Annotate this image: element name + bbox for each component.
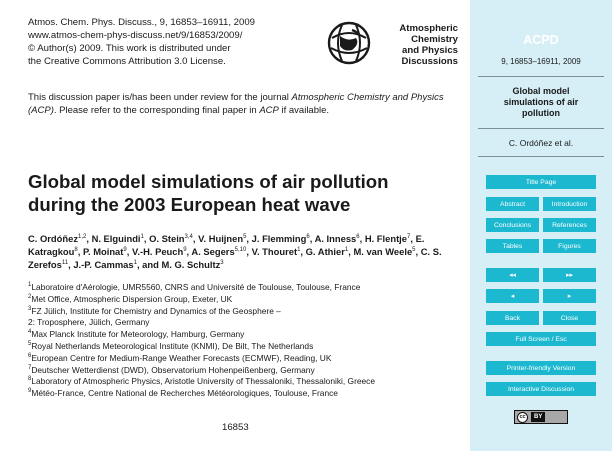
logo-wordmark <box>370 24 458 68</box>
author-name: C. S. Zerefos <box>28 246 442 271</box>
author-separator: , <box>77 246 83 258</box>
full-screen-button[interactable]: Full Screen / Esc <box>486 332 596 346</box>
author-separator: , <box>359 233 365 244</box>
author-affiliation-mark: 1 <box>297 247 301 254</box>
affiliation-text: Deutscher Wetterdienst (DWD), Observatorium Hohenpeißenberg, Germany <box>31 364 315 375</box>
author-separator: , <box>415 246 421 258</box>
affiliation-item <box>28 365 468 377</box>
first-page-button[interactable]: ◂◂ <box>486 268 539 282</box>
author-affiliation-mark: 6 <box>356 233 360 240</box>
figures-button[interactable]: Figures <box>543 239 596 253</box>
affiliation-text: Royal Netherlands Meteorological Institute (KNMI), De Bilt, The Netherlands <box>31 340 314 351</box>
author-separator: , <box>192 233 199 244</box>
notice-text: This discussion paper is/has been under review for the journal <box>28 92 292 103</box>
author-name: V.-H. Peuch <box>131 246 184 258</box>
next-page-button[interactable]: ▸ <box>543 289 596 303</box>
author-name: V. Huijnen <box>198 233 244 244</box>
affiliation-item <box>28 341 468 353</box>
affiliation-number: 5 <box>28 341 32 348</box>
affiliation-number: 1 <box>28 282 32 289</box>
author-affiliation-mark: 5 <box>243 233 247 240</box>
divider <box>478 76 604 77</box>
author-affiliation-mark: 1 <box>140 233 144 240</box>
author-separator: , <box>68 259 74 271</box>
affiliation-number: 8 <box>28 376 32 383</box>
title-page-button[interactable]: Title Page <box>486 175 596 189</box>
affiliation-item <box>28 329 468 341</box>
author-separator: , <box>246 246 252 258</box>
notice-text: if available. <box>278 104 330 116</box>
author-affiliation-mark: 5 <box>412 247 416 254</box>
affiliation-text: Météo-France, Centre National de Recherches Météorologiques, Toulouse, France <box>31 388 338 399</box>
affiliation-number: 4 <box>28 329 32 336</box>
interactive-discussion-button[interactable]: Interactive Discussion <box>486 382 596 396</box>
author-name: E. Katragkou <box>28 233 425 258</box>
author-separator: , <box>86 233 92 244</box>
affiliation-item <box>28 317 468 329</box>
review-notice <box>28 92 464 118</box>
affiliation-text: Laboratoire d'Aérologie, UMR5560, CNRS and Université de Toulouse, Toulouse, France <box>31 282 361 292</box>
affiliation-text: European Centre for Medium-Range Weather Forecasts (ECMWF), Reading, UK <box>31 352 332 363</box>
short-title-line: Global model <box>512 86 570 96</box>
affiliation-list <box>28 282 468 400</box>
author-name: O. Stein <box>149 233 185 244</box>
cc-icon: cc <box>517 412 528 423</box>
journal-reference: 9, 16853–16911, 2009 <box>501 57 581 66</box>
tables-button[interactable]: Tables <box>486 239 539 253</box>
affiliation-number: 2 <box>28 294 32 300</box>
affiliation-text: 2: Troposphere, Jülich, Germany <box>28 317 150 328</box>
affiliation-item <box>28 306 468 318</box>
journal-abbreviation: ACPD <box>523 33 559 47</box>
affiliation-text: Max Planck Institute for Meteorology, Hamburg, Germany <box>31 329 245 340</box>
affiliation-text: Laboratory of Atmospheric Physics, Aristotle University of Thessaloniki, Thessaloniki, Greece <box>31 376 376 387</box>
author-separator: , and <box>136 259 162 271</box>
conclusions-button[interactable]: Conclusions <box>486 218 539 232</box>
affiliation-item <box>28 376 468 388</box>
egu-globe-icon <box>326 20 372 66</box>
author-affiliation-mark: 3,4 <box>184 233 193 240</box>
author-list <box>28 232 468 272</box>
short-author: C. Ordóñez et al. <box>508 138 574 148</box>
affiliation-number: 6 <box>28 352 32 359</box>
short-title-line: simulations of air <box>503 97 579 107</box>
cc-by-label: BY <box>531 412 545 422</box>
affiliation-text: FZ Jülich, Institute for Chemistry and Dynamics of the Geosphere – <box>31 305 281 316</box>
short-title-line: pollution <box>522 108 560 118</box>
author-affiliation-mark: 3 <box>220 260 224 267</box>
author-affiliation-mark: 1 <box>133 260 137 267</box>
author-separator: , <box>126 246 132 258</box>
affiliation-text: Met Office, Atmospheric Dispersion Group, Exeter, UK <box>31 293 233 304</box>
author-separator: , <box>300 246 306 258</box>
introduction-button[interactable]: Introduction <box>543 197 596 211</box>
close-button[interactable]: Close <box>543 311 596 325</box>
author-separator: , <box>246 233 252 244</box>
author-affiliation-mark: 1,2 <box>78 233 87 240</box>
previous-page-button[interactable]: ◂ <box>486 289 539 303</box>
author-name: A. Segers <box>191 246 235 258</box>
logo-line: Discussions <box>401 55 458 67</box>
page-number: 16853 <box>222 422 249 433</box>
back-button[interactable]: Back <box>486 311 539 325</box>
url-line: www.atmos-chem-phys-discuss.net/9/16853/2009/ <box>28 30 243 42</box>
last-page-button[interactable]: ▸▸ <box>543 268 596 282</box>
affiliation-number: 3 <box>28 305 32 312</box>
author-affiliation-mark: 9 <box>123 247 127 254</box>
author-affiliation-mark: 1 <box>344 247 349 254</box>
abstract-button[interactable]: Abstract <box>486 197 539 211</box>
citation-line: Atmos. Chem. Phys. Discuss., 9, 16853–16911, 2009 <box>28 17 255 28</box>
author-name: P. Moinat <box>82 246 124 258</box>
affiliation-item <box>28 353 468 365</box>
author-separator: , <box>143 233 150 244</box>
author-name: C. Ordóñez <box>28 233 79 244</box>
notice-journal: Atmospheric Chemistry and Physics (ACP) <box>28 92 444 116</box>
cc-license-badge[interactable] <box>514 410 568 424</box>
author-separator: , <box>410 233 416 244</box>
journal-logo <box>326 14 464 70</box>
logo-line: and Physics <box>402 44 458 56</box>
notice-text: . Please refer to the corresponding final paper in <box>53 104 260 116</box>
logo-line: Atmospheric <box>399 23 458 34</box>
affiliation-item <box>28 388 468 400</box>
author-name: A. Inness <box>314 233 357 244</box>
affiliation-item <box>28 282 468 294</box>
author-affiliation-mark: 7 <box>407 233 411 240</box>
printer-friendly-button[interactable]: Printer-friendly Version <box>486 361 596 375</box>
author-separator: , <box>186 246 192 258</box>
title-line: Global model simulations of air pollution <box>28 171 389 192</box>
author-name: N. Elguindi <box>91 233 141 244</box>
author-name: M. G. Schultz <box>161 259 221 271</box>
author-name: H. Flentje <box>364 233 408 244</box>
author-name: J.-P. Cammas <box>73 259 134 271</box>
notice-acp: ACP <box>259 104 279 116</box>
paper-title <box>28 170 464 216</box>
author-affiliation-mark: 11 <box>61 260 69 267</box>
affiliation-item <box>28 294 468 306</box>
citation-header <box>28 16 255 68</box>
author-affiliation-mark: 6 <box>306 233 310 240</box>
author-name: V. Thouret <box>251 246 298 258</box>
author-separator: , <box>348 246 354 258</box>
author-separator: , <box>309 233 315 244</box>
author-affiliation-mark: 8 <box>74 247 78 254</box>
author-name: J. Flemming <box>251 233 307 244</box>
license-line: the Creative Commons Attribution 3.0 License. <box>28 56 226 68</box>
copyright-line: © Author(s) 2009. This work is distributed under <box>28 43 231 55</box>
logo-line: Chemistry <box>411 33 458 45</box>
navigation-sidebar <box>470 0 612 451</box>
author-affiliation-mark: 5,10 <box>234 247 247 254</box>
divider <box>478 156 604 157</box>
divider <box>478 128 604 129</box>
title-line: during the 2003 European heat wave <box>28 194 351 215</box>
short-title <box>470 86 612 119</box>
affiliation-number: 9 <box>28 388 32 395</box>
affiliation-number: 7 <box>28 364 32 371</box>
author-affiliation-mark: 9 <box>183 247 187 254</box>
references-button[interactable]: References <box>543 218 596 232</box>
author-name: M. van Weele <box>353 246 413 258</box>
author-name: G. Athier <box>305 246 345 258</box>
